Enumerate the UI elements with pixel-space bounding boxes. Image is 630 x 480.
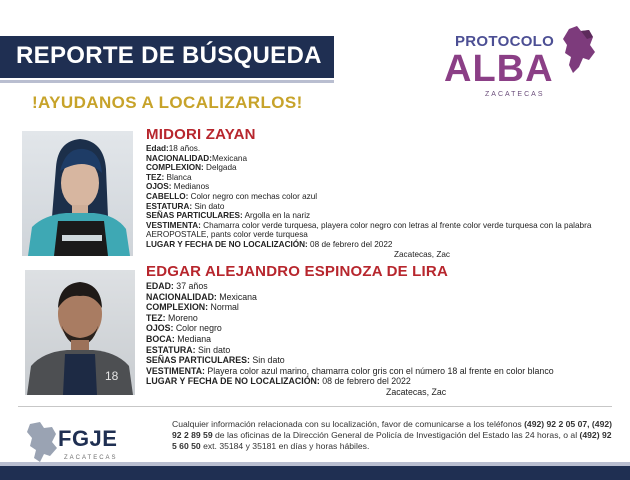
- state-map-icon: [24, 420, 58, 464]
- missing-person-record-2: [146, 263, 616, 398]
- phone-1: (492) 92 2 05 07,: [524, 419, 590, 429]
- header-banner: [0, 36, 334, 78]
- field-value: Medianos: [171, 182, 210, 192]
- field-vestimenta: [146, 221, 616, 240]
- missing-person-photo-1: [22, 131, 133, 256]
- missing-person-photo-2: [25, 270, 135, 395]
- field-tez: [146, 313, 616, 324]
- field-value: 37 años: [173, 281, 208, 291]
- field-value: Mexicana: [216, 291, 257, 302]
- field-label: SEÑAS PARTICULARES:: [146, 355, 250, 366]
- field-lugar: Zacatecas, Zac: [394, 249, 450, 259]
- contact-info: [172, 419, 618, 452]
- field-label: LUGAR Y FECHA DE NO LOCALIZACIÓN:: [146, 239, 308, 249]
- field-fecha: [146, 240, 616, 250]
- contact-text-3: ext. 35184 y 35181 en días y horas hábiles.: [200, 441, 370, 451]
- field-label: TEZ:: [146, 172, 165, 182]
- contact-text-1: Cualquier información relacionada con su localización, favor de comunicarse a los teléfonos: [172, 419, 525, 429]
- zacatecas-map-icon: [557, 25, 597, 77]
- person-photo-illustration-2: [25, 270, 135, 395]
- person-name: EDGAR ALEJANDRO ESPINOZA DE LIRA: [146, 263, 448, 280]
- fgje-logo: [24, 418, 124, 466]
- fgje-logo-text: FGJE: [58, 426, 118, 451]
- field-cabello: [146, 192, 616, 202]
- field-label: EDAD:: [146, 281, 174, 291]
- field-boca: [146, 334, 616, 345]
- phone-2: (492) 92 2 89 59: [172, 419, 612, 440]
- field-label: NACIONALIDAD:: [146, 153, 212, 163]
- field-label: Edad:: [146, 144, 169, 153]
- field-value: Moreno: [165, 312, 198, 323]
- fgje-logo-sub: ZACATECAS: [64, 455, 118, 461]
- field-value: 08 de febrero del 2022: [319, 376, 411, 387]
- field-value: Argolla en la nariz: [242, 211, 311, 221]
- field-value: 18 años.: [168, 144, 201, 153]
- field-value: Sin dato: [195, 344, 231, 355]
- field-fecha: [146, 376, 616, 387]
- field-value: Color negro: [173, 323, 222, 334]
- field-label: NACIONALIDAD:: [146, 291, 217, 302]
- field-value: Mexicana: [211, 153, 247, 163]
- field-label: VESTIMENTA:: [146, 365, 205, 376]
- field-complexion: [146, 302, 616, 313]
- logo-protocolo-text: PROTOCOLO: [455, 33, 555, 50]
- field-value: Blanca: [164, 172, 192, 182]
- field-label: SEÑAS PARTICULARES:: [146, 211, 243, 221]
- person-photo-illustration-1: [22, 131, 133, 256]
- field-senas: [146, 211, 616, 221]
- field-label: OJOS:: [146, 182, 172, 192]
- field-senas: [146, 355, 616, 366]
- field-vestimenta: [146, 366, 616, 377]
- field-estatura: [146, 345, 616, 356]
- field-value: Playera color azul marino, chamarra color gris con el número 18 al frente en color blanco: [204, 365, 554, 376]
- field-label: OJOS:: [146, 323, 174, 334]
- field-nacionalidad: [146, 154, 616, 164]
- field-edad: [146, 144, 616, 154]
- field-label: COMPLEXION:: [146, 163, 204, 173]
- field-estatura: [146, 202, 616, 212]
- field-value: Color negro con mechas color azul: [188, 191, 318, 201]
- field-value: Delgada: [203, 163, 237, 173]
- field-ojos: [146, 323, 616, 334]
- field-value: Normal: [208, 302, 239, 313]
- field-complexion: [146, 163, 616, 173]
- field-value: Chamarra color verde turquesa, playera color negro con letras al frente color verde turquesa con la palabra AEROPOSTALE, pants color verde turquesa: [146, 220, 592, 240]
- field-label: TEZ:: [146, 312, 166, 323]
- field-value: Sin dato: [249, 355, 285, 366]
- field-label: COMPLEXION:: [146, 302, 209, 313]
- field-value: Mediana: [174, 333, 212, 344]
- phone-3: (492) 92 5 60 50: [172, 430, 612, 451]
- footer-divider: [18, 406, 612, 407]
- field-label: LUGAR Y FECHA DE NO LOCALIZACIÓN:: [146, 376, 320, 387]
- header-stripe: [0, 80, 334, 83]
- field-label: BOCA:: [146, 333, 175, 344]
- field-label: ESTATURA:: [146, 201, 193, 211]
- page-title: REPORTE DE BÚSQUEDA: [16, 42, 322, 69]
- field-value: 08 de febrero del 2022: [307, 239, 393, 249]
- logo-zacatecas-text: ZACATECAS: [485, 91, 545, 98]
- field-label: CABELLO:: [146, 191, 189, 201]
- contact-text-2: de las oficinas de la Dirección General de Policía de Investigación del Estado las 24 horas, o al: [212, 430, 580, 440]
- field-ojos: [146, 182, 616, 192]
- protocolo-alba-logo: [440, 25, 600, 105]
- logo-alba-text: ALBA: [444, 48, 554, 90]
- field-nacionalidad: [146, 292, 616, 303]
- field-label: ESTATURA:: [146, 344, 196, 355]
- field-label: VESTIMENTA:: [146, 220, 201, 230]
- person-name: MIDORI ZAYAN: [146, 126, 256, 143]
- field-lugar: Zacatecas, Zac: [386, 386, 447, 397]
- field-value: Sin dato: [192, 201, 225, 211]
- missing-person-record-1: [146, 126, 616, 259]
- jacket-number: 18: [105, 369, 119, 383]
- tagline: !AYUDANOS A LOCALIZARLOS!: [32, 93, 303, 112]
- field-tez: [146, 173, 616, 183]
- bottom-bar: [0, 466, 630, 480]
- field-edad: [146, 281, 616, 292]
